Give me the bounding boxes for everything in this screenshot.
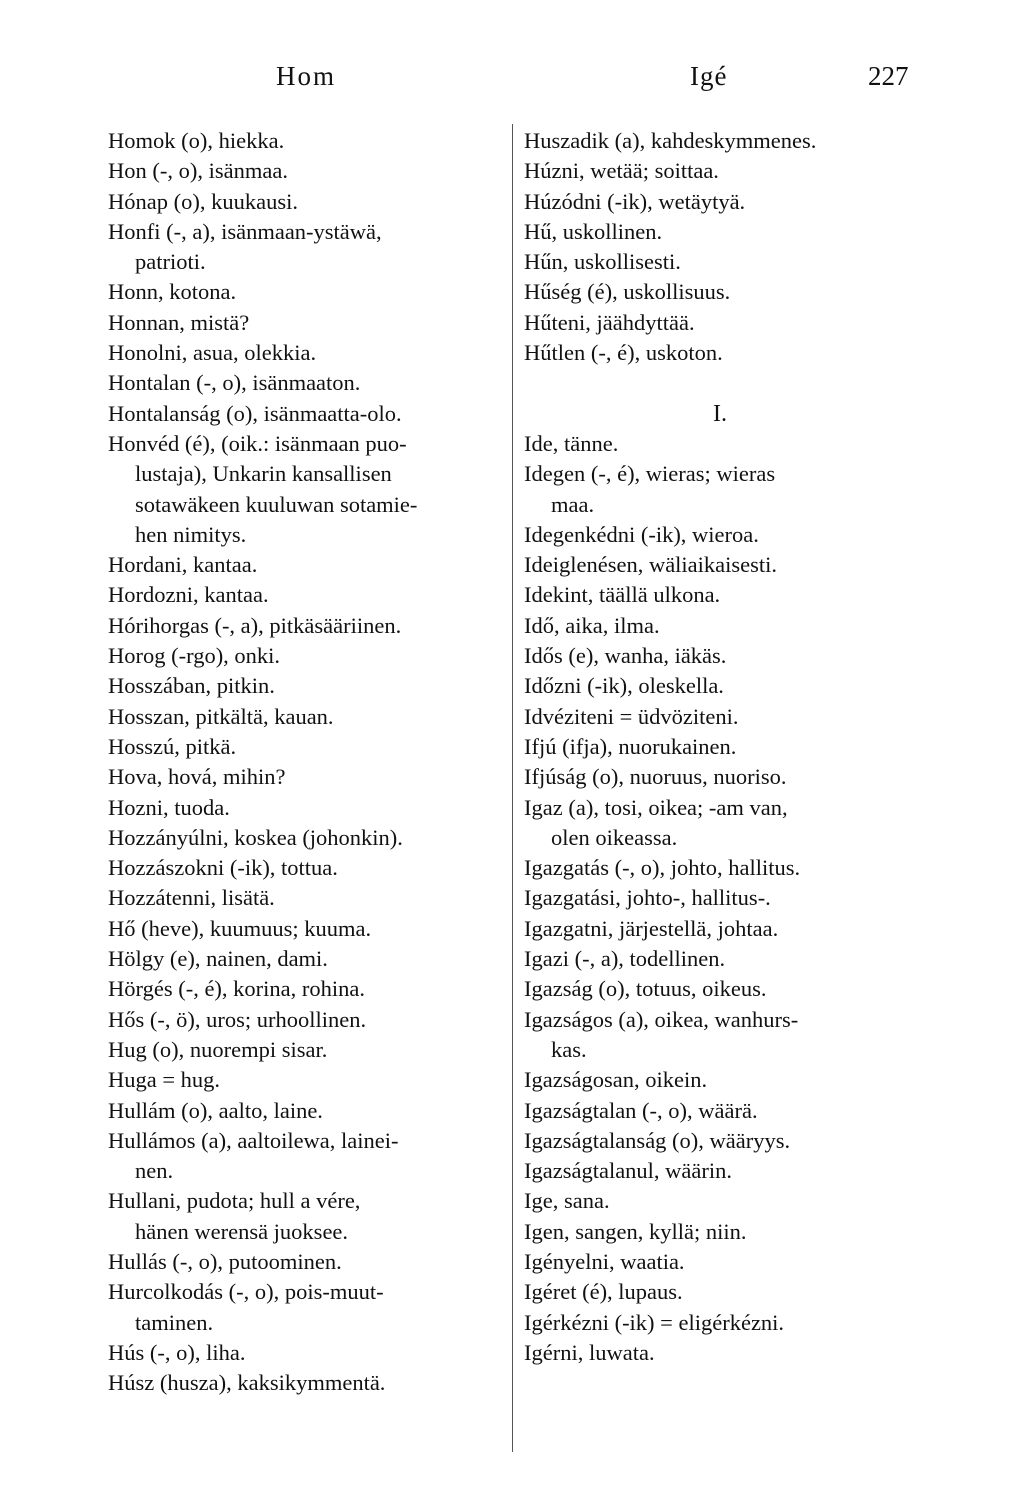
dictionary-entry-line: Honnan, mistä? xyxy=(108,309,250,335)
dictionary-entry-line: Hónap (o), kuukausi. xyxy=(108,188,298,214)
dictionary-entry-line: Hozni, tuoda. xyxy=(108,794,230,820)
dictionary-entry-line: kas. xyxy=(551,1036,587,1062)
dictionary-entry-line: Igazságtalanul, wäärin. xyxy=(524,1158,733,1184)
dictionary-entry-line: Ideiglenésen, wäliaikaisesti. xyxy=(524,552,778,578)
dictionary-entry-line: Húsz (husza), kaksikymmentä. xyxy=(108,1370,386,1396)
dictionary-entry-line: Időzni (-ik), oleskella. xyxy=(524,673,724,699)
left-column xyxy=(108,126,508,1398)
dictionary-entry-line: Hontalanság (o), isänmaatta-olo. xyxy=(108,400,402,426)
dictionary-entry-line: Hullás (-, o), putoominen. xyxy=(108,1248,342,1274)
dictionary-entry-line: Ifjúság (o), nuoruus, nuoriso. xyxy=(524,764,787,790)
dictionary-entry-line: Hordozni, kantaa. xyxy=(108,582,269,608)
dictionary-entry-line: Hordani, kantaa. xyxy=(108,552,258,578)
dictionary-entry-line: Idő, aika, ilma. xyxy=(524,612,660,638)
dictionary-entry-line: olen oikeassa. xyxy=(551,824,678,850)
column-divider xyxy=(512,124,513,1452)
dictionary-entry-line: Húzódni (-ik), wetäytyä. xyxy=(524,188,746,214)
dictionary-entry-line: Huszadik (a), kahdeskymmenes. xyxy=(524,128,817,153)
dictionary-entry-line: Igazi (-, a), todellinen. xyxy=(524,946,726,972)
dictionary-entry-line: Igazságtalan (-, o), wäärä. xyxy=(524,1097,758,1123)
dictionary-entry-line: Horog (-rgo), onki. xyxy=(108,643,281,669)
dictionary-entry-line: Igérni, luwata. xyxy=(524,1339,655,1365)
dictionary-entry-line: Idős (e), wanha, iäkäs. xyxy=(524,643,727,669)
dictionary-entry-line: Igazgatási, johto-, hallitus-. xyxy=(524,885,771,911)
dictionary-entry-line: Igényelni, waatia. xyxy=(524,1248,685,1274)
dictionary-entry-line: sotawäkeen kuuluwan sotamie- xyxy=(135,491,418,517)
dictionary-entry-line: Hűn, uskollisesti. xyxy=(524,249,681,275)
dictionary-entry-line: Homok (o), hiekka. xyxy=(108,128,285,153)
dictionary-entry-line: Igéret (é), lupaus. xyxy=(524,1279,683,1305)
dictionary-entry-line: hänen werensä juoksee. xyxy=(135,1218,349,1244)
dictionary-entry-line: Idegenkédni (-ik), wieroa. xyxy=(524,521,759,547)
dictionary-entry-line: Ige, sana. xyxy=(524,1188,610,1214)
dictionary-entry-line: Hug (o), nuorempi sisar. xyxy=(108,1036,328,1062)
dictionary-entry-line: Hova, hová, mihin? xyxy=(108,764,286,790)
dictionary-entry-line: Idekint, täällä ulkona. xyxy=(524,582,721,608)
header-right-guide-word: Igé xyxy=(690,61,728,91)
page-number: 227 xyxy=(868,61,909,91)
dictionary-entry-line: Hő (heve), kuumuus; kuuma. xyxy=(108,915,372,941)
dictionary-entry-line: Igaz (a), tosi, oikea; -am van, xyxy=(524,794,788,820)
dictionary-entry-line: Igazság (o), totuus, oikeus. xyxy=(524,976,767,1002)
blank-line xyxy=(524,368,934,398)
dictionary-entry-line: Hosszában, pitkin. xyxy=(108,673,275,699)
dictionary-entry-line: Hontalan (-, o), isänmaaton. xyxy=(108,370,361,396)
dictionary-entry-line: Igazgatni, järjestellä, johtaa. xyxy=(524,915,779,941)
dictionary-entry-line: Hűtlen (-, é), uskoton. xyxy=(524,340,723,366)
dictionary-entry-line: Igazgatás (-, o), johto, hallitus. xyxy=(524,855,801,881)
dictionary-entry-line: Igen, sangen, kyllä; niin. xyxy=(524,1218,747,1244)
dictionary-entry-line: maa. xyxy=(551,491,595,517)
dictionary-entry-line: Hosszan, pitkältä, kauan. xyxy=(108,703,334,729)
dictionary-entry-line: Hozzászokni (-ik), tottua. xyxy=(108,855,338,881)
dictionary-entry-line: Hős (-, ö), uros; urhoollinen. xyxy=(108,1006,367,1032)
dictionary-entry-line: Idegen (-, é), wieras; wieras xyxy=(524,461,776,487)
dictionary-entry-line: Honn, kotona. xyxy=(108,279,237,305)
dictionary-entry-line: Igazságosan, oikein. xyxy=(524,1067,708,1093)
dictionary-entry-line: Hűség (é), uskollisuus. xyxy=(524,279,731,305)
dictionary-entry-line: hen nimitys. xyxy=(135,521,247,547)
dictionary-entry-line: Igérkézni (-ik) = eligérkézni. xyxy=(524,1309,785,1335)
dictionary-entry-line: Igazságos (a), oikea, wanhurs- xyxy=(524,1006,799,1032)
dictionary-entry-line: Hullani, pudota; hull a vére, xyxy=(108,1188,361,1214)
dictionary-entry-line: Hozzátenni, lisätä. xyxy=(108,885,275,911)
dictionary-entry-line: Hosszú, pitkä. xyxy=(108,733,237,759)
section-heading: I. xyxy=(713,400,727,427)
dictionary-entry-line: Idvéziteni = üdvöziteni. xyxy=(524,703,739,729)
dictionary-entry-line: Hús (-, o), liha. xyxy=(108,1339,246,1365)
header-left-guide-word: Hom xyxy=(276,61,336,91)
dictionary-entry-line: lustaja), Unkarin kansallisen xyxy=(135,461,392,487)
dictionary-entry-line: Hörgés (-, é), korina, rohina. xyxy=(108,976,366,1002)
dictionary-entry-line: taminen. xyxy=(135,1309,214,1335)
dictionary-entry-line: Hon (-, o), isänmaa. xyxy=(108,158,288,184)
dictionary-entry-line: Ifjú (ifja), nuorukainen. xyxy=(524,733,737,759)
dictionary-entry-line: Honvéd (é), (oik.: isänmaan puo- xyxy=(108,430,407,456)
dictionary-entry-line: nen. xyxy=(135,1158,174,1184)
dictionary-entry-line: Hozzányúlni, koskea (johonkin). xyxy=(108,824,403,850)
dictionary-entry-line: Igazságtalanság (o), wääryys. xyxy=(524,1127,791,1153)
dictionary-entry-line: Hurcolkodás (-, o), pois-muut- xyxy=(108,1279,384,1305)
page-header xyxy=(0,58,1024,94)
dictionary-entry-line: Hű, uskollinen. xyxy=(524,218,663,244)
dictionary-entry-line: Hölgy (e), nainen, dami. xyxy=(108,946,328,972)
dictionary-entry-line: Ide, tänne. xyxy=(524,430,619,456)
dictionary-entry-line: patrioti. xyxy=(135,249,206,275)
dictionary-entry-line: Húzni, wetää; soittaa. xyxy=(524,158,719,184)
dictionary-entry-line: Honolni, asua, olekkia. xyxy=(108,340,317,366)
dictionary-entry-line: Hórihorgas (-, a), pitkäsääriinen. xyxy=(108,612,402,638)
dictionary-entry-line: Honfi (-, a), isänmaan-ystäwä, xyxy=(108,218,382,244)
right-column xyxy=(524,126,934,1368)
dictionary-entry-line: Hullámos (a), aaltoilewa, lainei- xyxy=(108,1127,399,1153)
dictionary-entry-line: Huga = hug. xyxy=(108,1067,221,1093)
dictionary-entry-line: Hűteni, jäähdyttää. xyxy=(524,309,695,335)
dictionary-entry-line: Hullám (o), aalto, laine. xyxy=(108,1097,323,1123)
